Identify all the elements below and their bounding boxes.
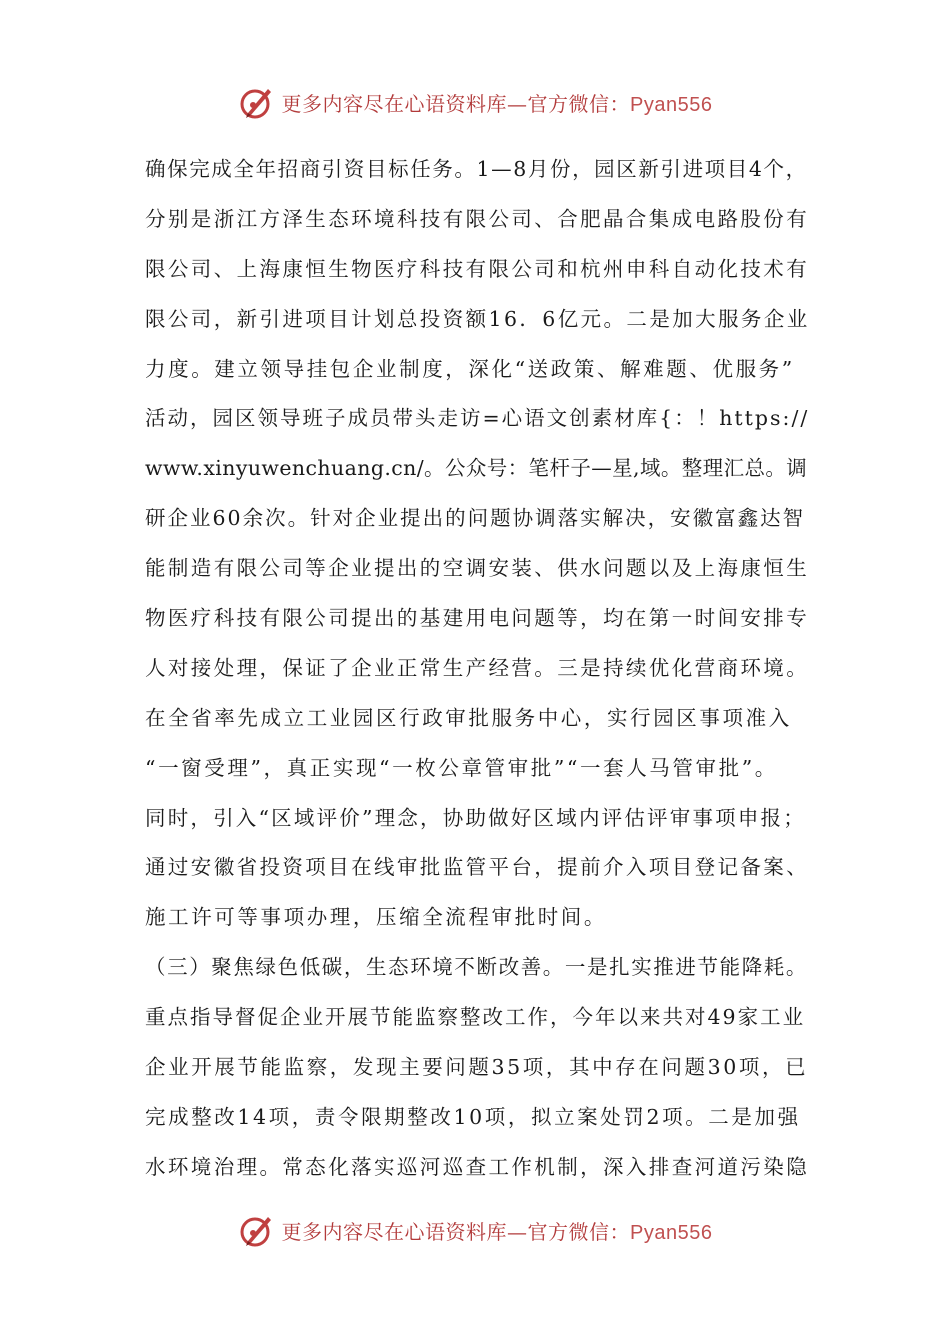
header-wechat-id: Pyan556: [630, 93, 713, 116]
text-line: 限公司、上海康恒生物医疗科技有限公司和杭州申科自动化技术有: [145, 256, 810, 281]
footer-wechat-id: Pyan556: [630, 1221, 713, 1244]
text-line: 完成整改14项，责令限期整改10项，拟立案处罚2项。二是加强: [145, 1104, 801, 1129]
text-line: 活动，园区领导班子成员带头走访=心语文创素材库{：！https://: [145, 406, 810, 431]
text-line: 通过安徽省投资项目在线审批监管平台，提前介入项目登记备案、: [145, 855, 810, 880]
text-line: 重点指导督促企业开展节能监察整改工作，今年以来共对49家工业: [145, 1005, 806, 1030]
text-line: 能制造有限公司等企业提出的空调安装、供水问题以及上海康恒生: [145, 556, 810, 581]
text-line: 施工许可等事项办理，压缩全流程审批时间。: [145, 905, 607, 930]
document-body: [145, 145, 810, 1193]
text-line: 研企业60余次。针对企业提出的问题协调落实解决，安徽富鑫达智: [145, 506, 806, 531]
footer-banner-text: 更多内容尽在心语资料库—官方微信：Pyan556: [281, 1219, 713, 1244]
text-line: 限公司，新引进项目计划总投资额16．6亿元。二是加大服务企业: [145, 306, 810, 331]
text-line: 分别是浙江方泽生态环境科技有限公司、合肥晶合集成电路股份有: [145, 206, 810, 231]
text-line: 在全省率先成立工业园区行政审批服务中心，实行园区事项准入: [145, 705, 792, 730]
pen-logo-icon: [238, 1211, 276, 1249]
header-banner: [0, 78, 950, 126]
text-line: 水环境治理。常态化落实巡河巡查工作机制，深入排查河道污染隐: [145, 1154, 810, 1179]
text-line: 力度。建立领导挂包企业制度，深化“送政策、解难题、优服务”: [145, 356, 795, 381]
text-line: “一窗受理”，真正实现“一枚公章管审批”“一套人马管审批”。: [145, 755, 778, 780]
footer-banner: [0, 1206, 950, 1254]
text-line: （三）聚焦绿色低碳，生态环境不断改善。一是扎实推进节能降耗。: [145, 955, 808, 980]
text-line: 同时，引入“区域评价”理念，协助做好区域内评估评审事项申报；: [145, 805, 806, 830]
text-line: 确保完成全年招商引资目标任务。1—8月份，园区新引进项目4个，: [145, 157, 808, 181]
text-line: 企业开展节能监察，发现主要问题35项，其中存在问题30项，已: [145, 1055, 809, 1080]
text-line: www.xinyuwenchuang.cn/。公众号：笔杆子—星,域。整理汇总。调: [145, 456, 808, 481]
pen-logo-icon: [238, 83, 276, 121]
text-line: 人对接处理，保证了企业正常生产经营。三是持续优化营商环境。: [145, 655, 810, 680]
text-line: 物医疗科技有限公司提出的基建用电问题等，均在第一时间安排专: [145, 606, 810, 631]
header-banner-text: 更多内容尽在心语资料库—官方微信：Pyan556: [281, 91, 713, 116]
